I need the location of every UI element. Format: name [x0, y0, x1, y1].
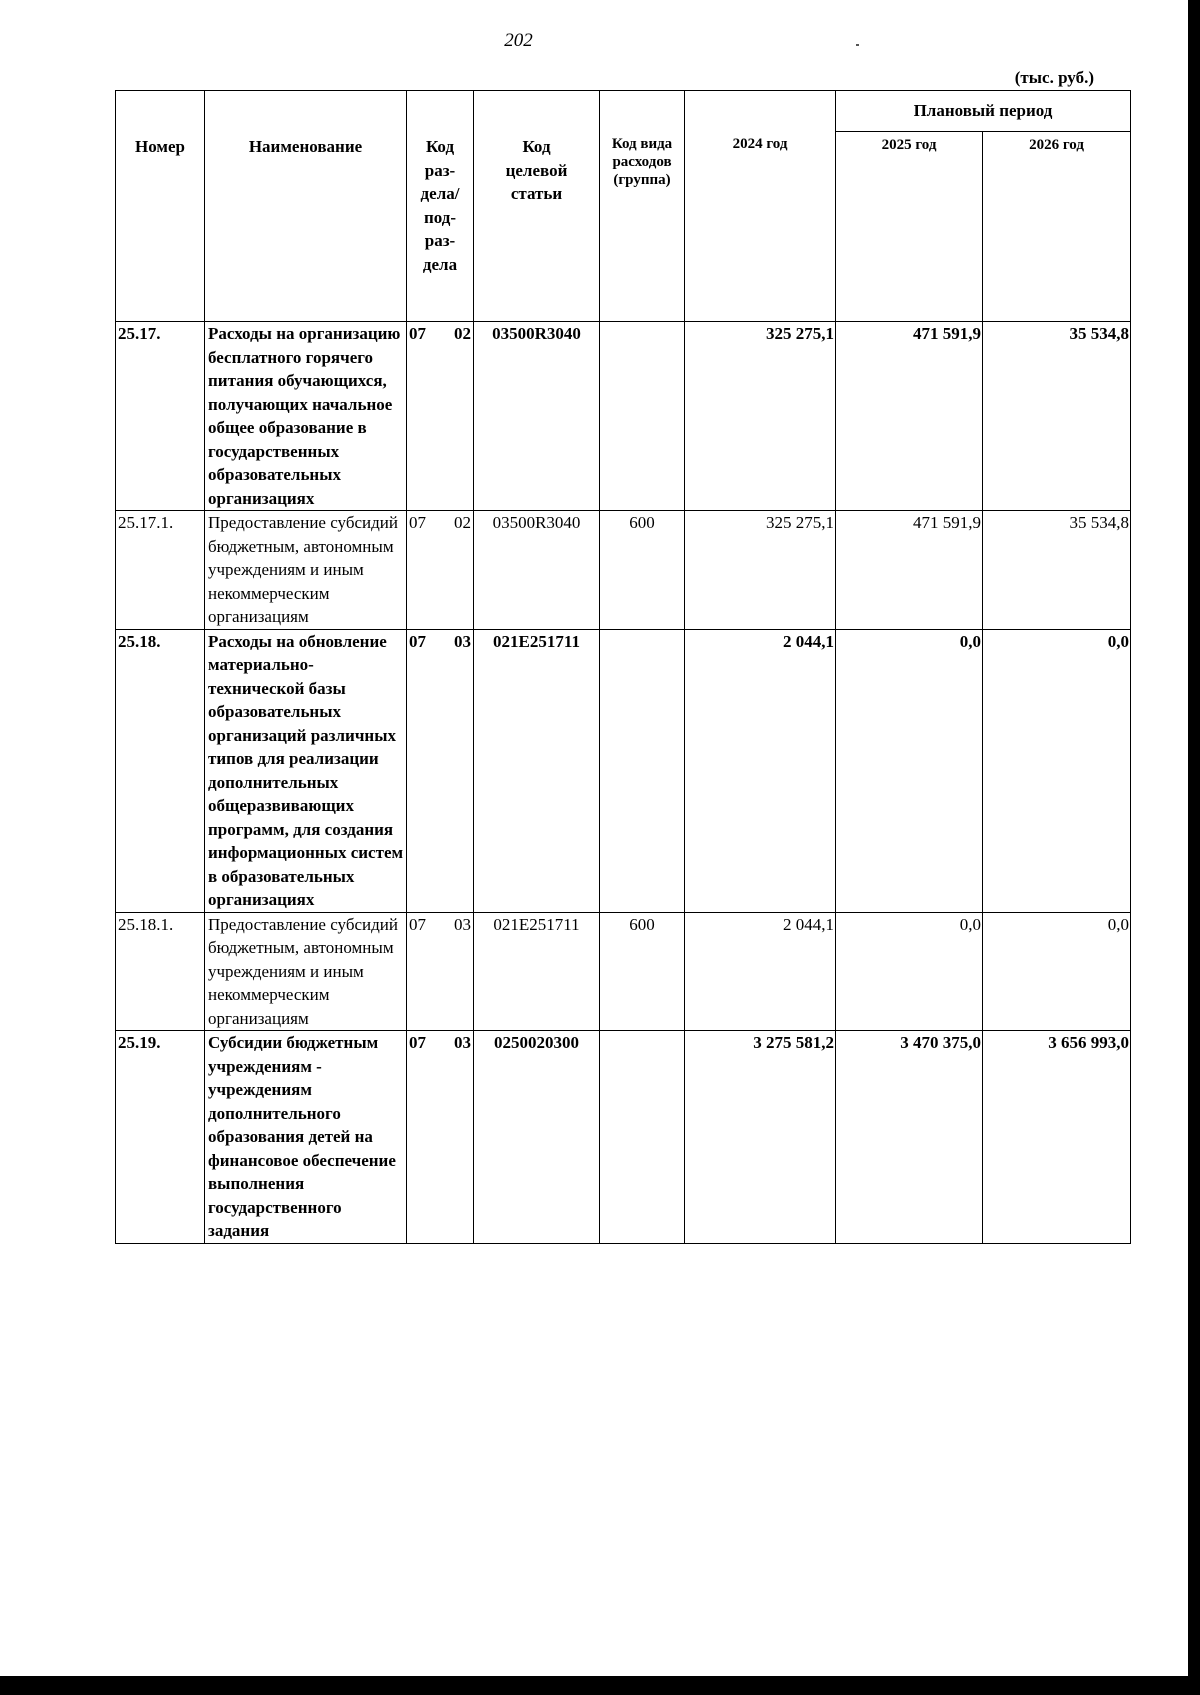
- row-amount-2024: 3 275 581,2: [685, 1031, 836, 1244]
- row-amount-2026: 35 534,8: [983, 511, 1131, 630]
- page-number: 202: [504, 30, 533, 51]
- row-name: Предоставление субсидий бюджетным, автономным учреждениям и иным некоммерческим организациям: [205, 912, 407, 1031]
- row-amount-2025: 471 591,9: [836, 511, 983, 630]
- row-name: Расходы на обновление материально-технической базы образовательных организаций различных типов для реализации дополнительных общеразвивающих программ, для создания информационных систем в образовательных организациях: [205, 629, 407, 912]
- row-number: 25.19.: [116, 1031, 205, 1244]
- row-amount-2025: 0,0: [836, 912, 983, 1031]
- row-number: 25.17.: [116, 322, 205, 511]
- scan-border-bottom: [0, 1676, 1200, 1695]
- header-year-2025: 2025 год: [836, 132, 983, 322]
- row-expense-type: 600: [600, 511, 685, 630]
- row-target-code: 03500R3040: [474, 511, 600, 630]
- row-number: 25.18.1.: [116, 912, 205, 1031]
- row-amount-2025: 0,0: [836, 629, 983, 912]
- row-amount-2026: 0,0: [983, 912, 1131, 1031]
- row-amount-2024: 2 044,1: [685, 629, 836, 912]
- row-name: Расходы на организацию бесплатного горячего питания обучающихся, получающих начальное общее образование в государственных образовательных организациях: [205, 322, 407, 511]
- table-row: [116, 511, 1131, 630]
- row-amount-2026: 3 656 993,0: [983, 1031, 1131, 1244]
- scan-speck: [856, 44, 859, 46]
- row-name: Предоставление субсидий бюджетным, автономным учреждениям и иным некоммерческим организациям: [205, 511, 407, 630]
- table-row: [116, 322, 1131, 511]
- row-section-code: 07 02: [407, 511, 474, 630]
- row-expense-type: [600, 322, 685, 511]
- row-section-code: 07 02: [407, 322, 474, 511]
- row-amount-2025: 3 470 375,0: [836, 1031, 983, 1244]
- header-name: Наименование: [205, 91, 407, 322]
- table-row: [116, 629, 1131, 912]
- row-expense-type: 600: [600, 912, 685, 1031]
- scan-border-right: [1188, 0, 1200, 1695]
- header-year-2026: 2026 год: [983, 132, 1131, 322]
- row-amount-2024: 325 275,1: [685, 511, 836, 630]
- header-section-code: Код раз- дела/ под- раз- дела: [407, 91, 474, 322]
- row-expense-type: [600, 1031, 685, 1244]
- row-section-code: 07 03: [407, 629, 474, 912]
- row-target-code: 021E251711: [474, 912, 600, 1031]
- table-row: [116, 1031, 1131, 1244]
- row-section-code: 07 03: [407, 1031, 474, 1244]
- units-label: (тыс. руб.): [1014, 68, 1094, 87]
- row-amount-2025: 471 591,9: [836, 322, 983, 511]
- row-target-code: 03500R3040: [474, 322, 600, 511]
- header-expense-type: Код вида расходов (группа): [600, 91, 685, 322]
- header-year-2024: 2024 год: [685, 91, 836, 322]
- budget-table: [115, 90, 1131, 1244]
- row-amount-2026: 0,0: [983, 629, 1131, 912]
- header-planned-period: Плановый период: [836, 91, 1131, 132]
- row-number: 25.17.1.: [116, 511, 205, 630]
- header-target-code: Код целевой статьи: [474, 91, 600, 322]
- row-expense-type: [600, 629, 685, 912]
- row-number: 25.18.: [116, 629, 205, 912]
- row-target-code: 021E251711: [474, 629, 600, 912]
- row-section-code: 07 03: [407, 912, 474, 1031]
- header-number: Номер: [116, 91, 205, 322]
- row-amount-2024: 2 044,1: [685, 912, 836, 1031]
- row-name: Субсидии бюджетным учреждениям - учреждениям дополнительного образования детей на финансовое обеспечение выполнения государственного задания: [205, 1031, 407, 1244]
- row-target-code: 0250020300: [474, 1031, 600, 1244]
- table-row: [116, 912, 1131, 1031]
- row-amount-2026: 35 534,8: [983, 322, 1131, 511]
- row-amount-2024: 325 275,1: [685, 322, 836, 511]
